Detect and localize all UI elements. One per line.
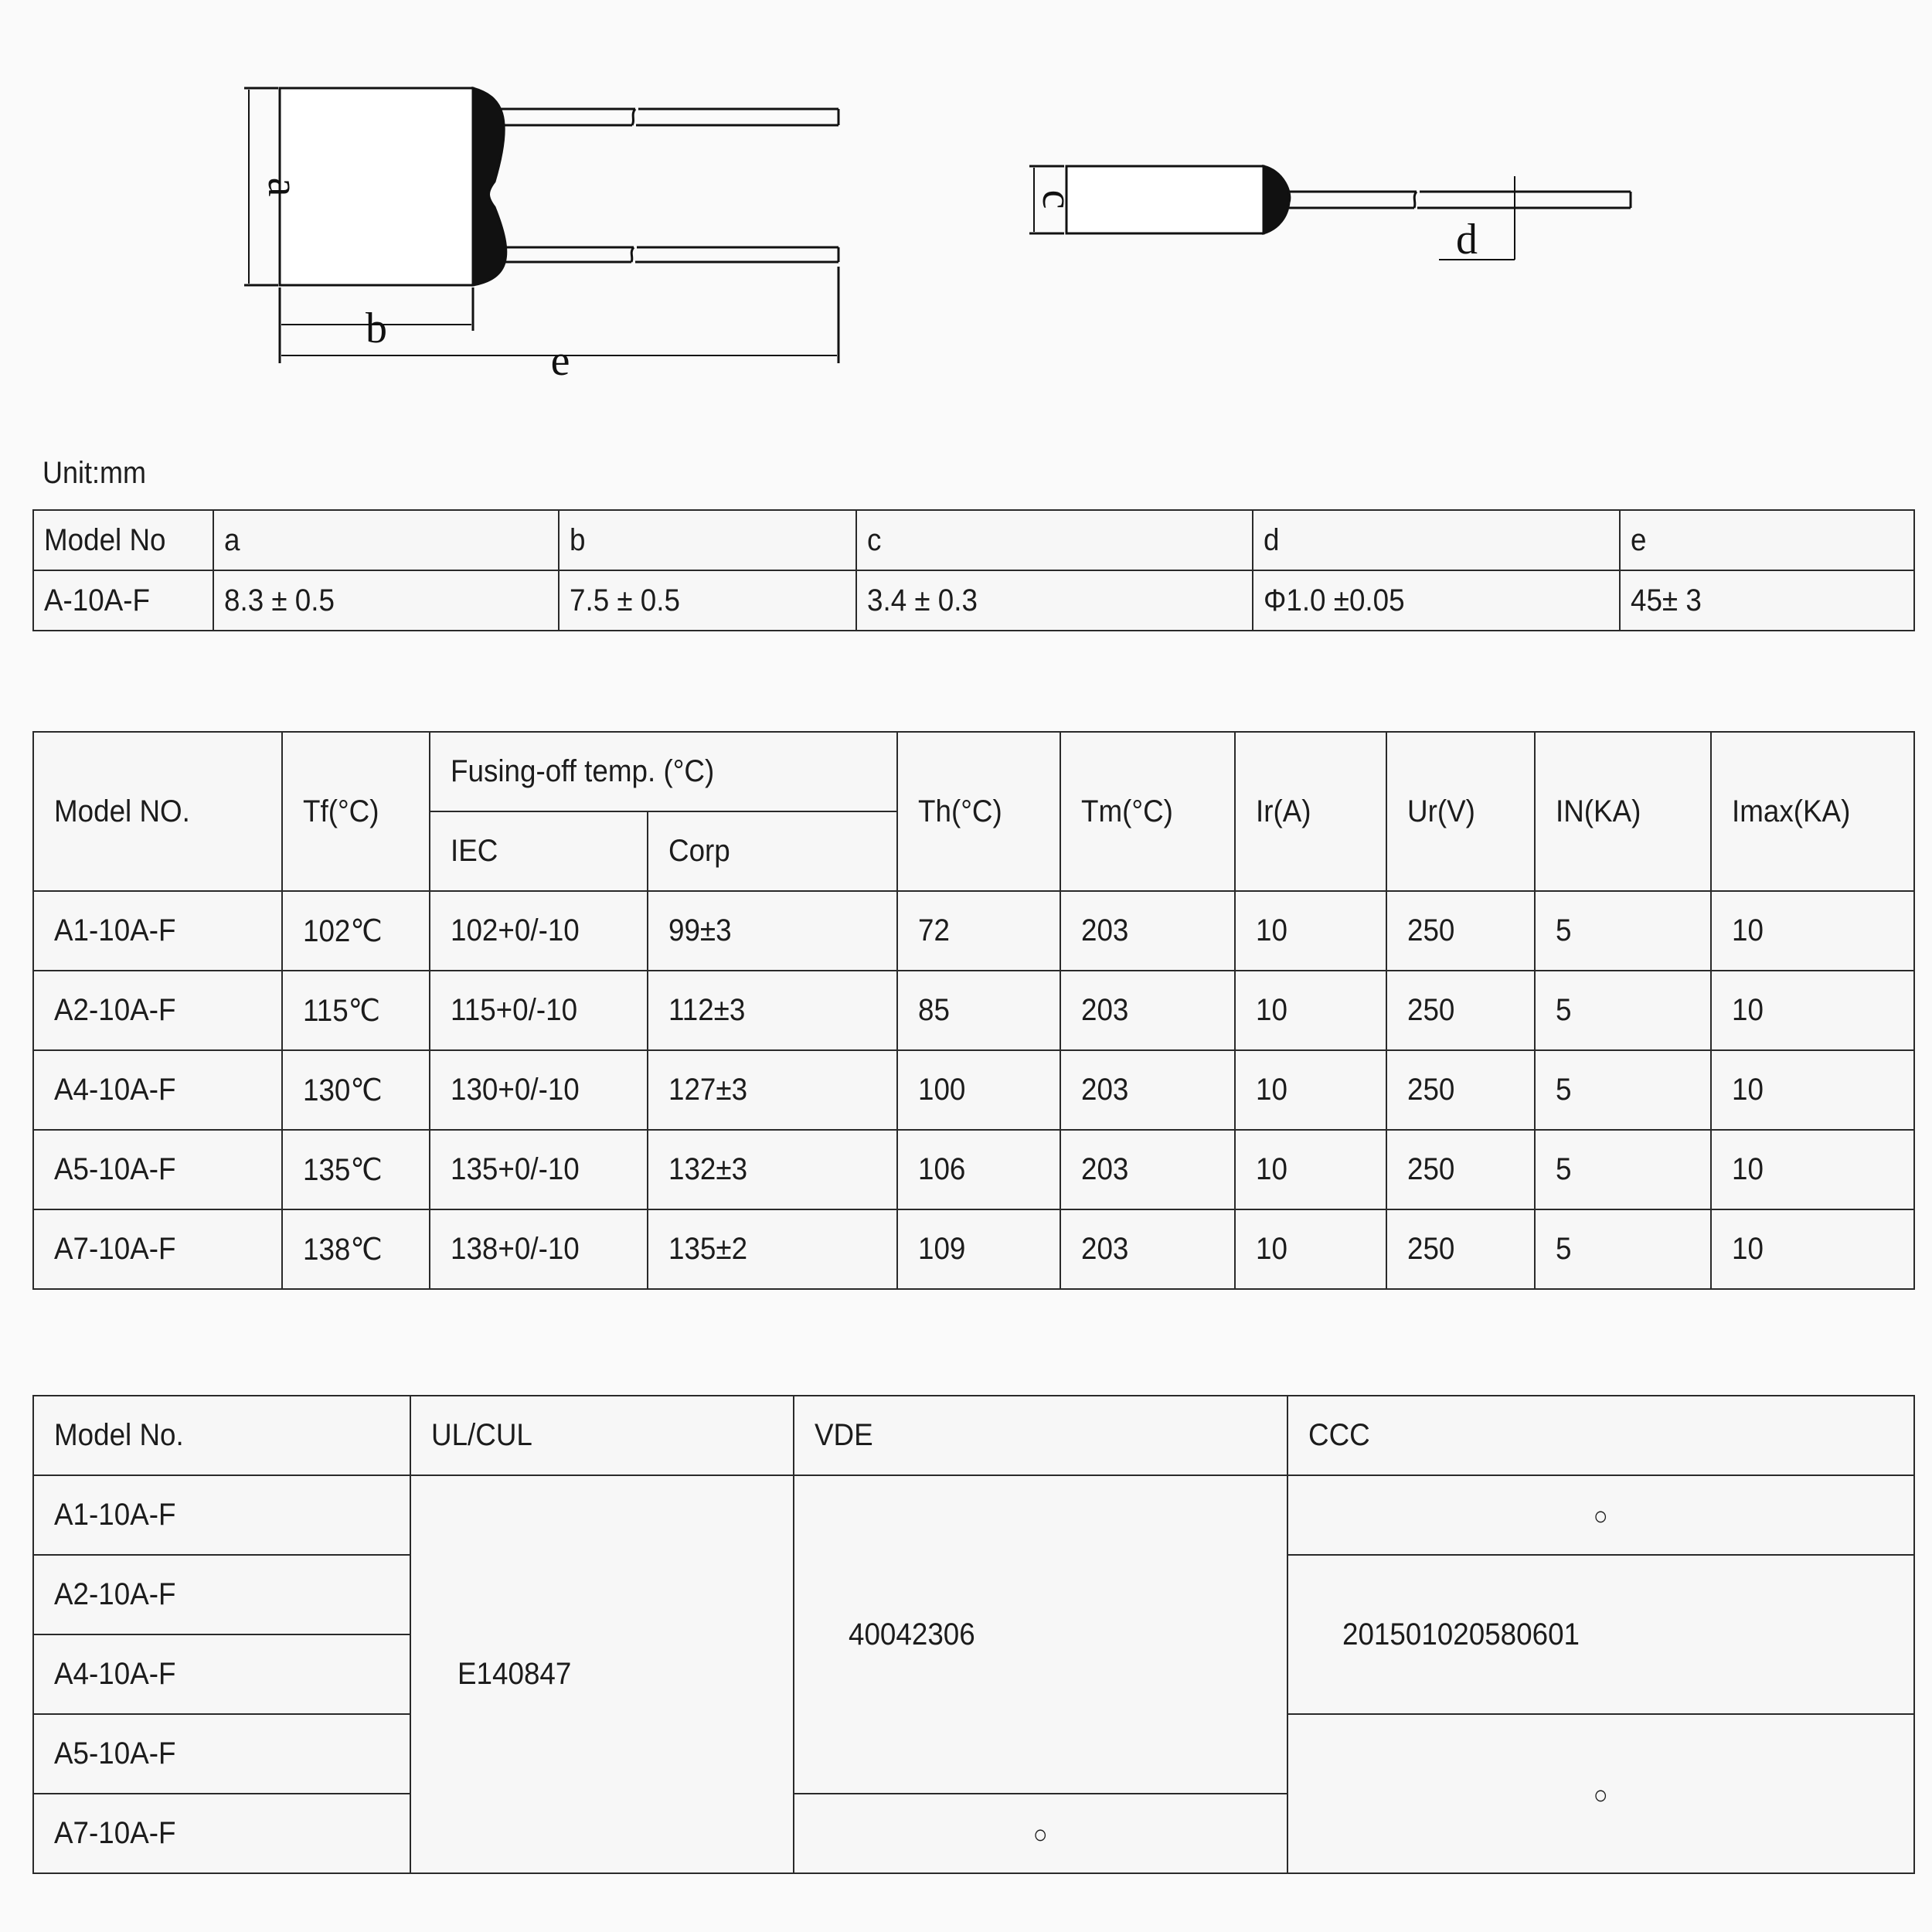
cell: 250 — [1386, 891, 1535, 971]
table-header-row — [33, 1396, 1914, 1475]
header-cell: Tf(°C) — [282, 732, 430, 891]
cell: 45± 3 — [1620, 570, 1914, 631]
cell: A4-10A-F — [33, 1050, 282, 1130]
table-row — [33, 1209, 1914, 1289]
cell: 250 — [1386, 971, 1535, 1050]
dim-label-a: a — [259, 177, 307, 197]
table-row — [33, 971, 1914, 1050]
table-row — [33, 1130, 1914, 1209]
cell: 5 — [1535, 971, 1711, 1050]
specs-table — [32, 731, 1915, 1290]
cell: 72 — [897, 891, 1060, 971]
cell: 85 — [897, 971, 1060, 1050]
header-cell: c — [856, 510, 1253, 570]
dimensions-table — [32, 509, 1915, 631]
cell: 10 — [1711, 1209, 1914, 1289]
cell: 138+0/-10 — [430, 1209, 648, 1289]
header-cell: Model NO. — [33, 732, 282, 891]
cell: 135±2 — [648, 1209, 897, 1289]
not-applicable-circle-icon: ○ — [1594, 1780, 1608, 1810]
side-view — [1029, 166, 1631, 260]
cell: 115℃ — [282, 971, 430, 1050]
header-cell: Corp — [648, 811, 897, 891]
cell: 10 — [1235, 891, 1386, 971]
table-header-row — [33, 510, 1914, 570]
cell: 5 — [1535, 891, 1711, 971]
cell: 250 — [1386, 1209, 1535, 1289]
header-cell: b — [559, 510, 856, 570]
cell: 3.4 ± 0.3 — [856, 570, 1253, 631]
header-cell: Model No. — [33, 1396, 410, 1475]
cell: 135+0/-10 — [430, 1130, 648, 1209]
header-cell: d — [1253, 510, 1620, 570]
header-cell: IN(KA) — [1535, 732, 1711, 891]
header-cell: IEC — [430, 811, 648, 891]
dim-label-e: e — [550, 337, 570, 385]
cell: 10 — [1235, 1050, 1386, 1130]
cell: 10 — [1711, 1050, 1914, 1130]
cell: 203 — [1060, 891, 1235, 971]
cell: 8.3 ± 0.5 — [213, 570, 559, 631]
certification-table — [32, 1395, 1915, 1874]
table-row — [33, 1050, 1914, 1130]
cell: 99±3 — [648, 891, 897, 971]
cell: 135℃ — [282, 1130, 430, 1209]
header-cell: Th(°C) — [897, 732, 1060, 891]
table-row — [33, 570, 1914, 631]
cell: 102+0/-10 — [430, 891, 648, 971]
ccc-cell: 201501020580601 — [1287, 1555, 1914, 1714]
cell: 115+0/-10 — [430, 971, 648, 1050]
header-cell: UL/CUL — [410, 1396, 794, 1475]
ccc-cell — [1287, 1475, 1914, 1555]
cell: 102℃ — [282, 891, 430, 971]
cell: A2-10A-F — [33, 971, 282, 1050]
cell: 10 — [1711, 971, 1914, 1050]
model-cell: A4-10A-F — [33, 1634, 410, 1714]
cell: 10 — [1711, 891, 1914, 971]
model-cell: A5-10A-F — [33, 1714, 410, 1794]
dim-label-b: b — [366, 304, 387, 352]
header-cell: e — [1620, 510, 1914, 570]
cell: 109 — [897, 1209, 1060, 1289]
cell: 5 — [1535, 1050, 1711, 1130]
header-cell: Tm(°C) — [1060, 732, 1235, 891]
front-view — [244, 0, 838, 363]
cell: Φ1.0 ±0.05 — [1253, 570, 1620, 631]
cell: 203 — [1060, 1209, 1235, 1289]
dim-label-c: c — [1033, 189, 1081, 209]
cell: 250 — [1386, 1130, 1535, 1209]
header-cell-group: Fusing-off temp. (°C) — [430, 732, 897, 811]
not-applicable-circle-icon: ○ — [1033, 1820, 1048, 1849]
table-row — [33, 891, 1914, 971]
cell: 10 — [1235, 1130, 1386, 1209]
not-applicable-circle-icon: ○ — [1594, 1502, 1608, 1531]
cell: 106 — [897, 1130, 1060, 1209]
cell: 130+0/-10 — [430, 1050, 648, 1130]
cell: A-10A-F — [33, 570, 213, 631]
cell: A5-10A-F — [33, 1130, 282, 1209]
cell: A7-10A-F — [33, 1209, 282, 1289]
header-cell: Ir(A) — [1235, 732, 1386, 891]
vde-cell — [794, 1794, 1287, 1873]
cell: 203 — [1060, 1130, 1235, 1209]
ul-cul-cell: E140847 — [410, 1475, 794, 1873]
cell: 132±3 — [648, 1130, 897, 1209]
model-cell: A2-10A-F — [33, 1555, 410, 1634]
cell: 7.5 ± 0.5 — [559, 570, 856, 631]
cell: 5 — [1535, 1209, 1711, 1289]
cell: A1-10A-F — [33, 891, 282, 971]
cell: 127±3 — [648, 1050, 897, 1130]
table-row — [33, 1475, 1914, 1555]
dim-label-d: d — [1456, 216, 1478, 264]
model-cell: A1-10A-F — [33, 1475, 410, 1555]
cell: 10 — [1235, 1209, 1386, 1289]
cell: 250 — [1386, 1050, 1535, 1130]
header-cell: Model No — [33, 510, 213, 570]
unit-label: Unit:mm — [43, 456, 147, 490]
cell: 203 — [1060, 1050, 1235, 1130]
cell: 138℃ — [282, 1209, 430, 1289]
cell: 10 — [1235, 971, 1386, 1050]
header-cell: a — [213, 510, 559, 570]
cell: 203 — [1060, 971, 1235, 1050]
cell: 112±3 — [648, 971, 897, 1050]
component-drawing — [0, 0, 1932, 402]
header-cell: Ur(V) — [1386, 732, 1535, 891]
cell: 5 — [1535, 1130, 1711, 1209]
cell: 10 — [1711, 1130, 1914, 1209]
header-cell: VDE — [794, 1396, 1287, 1475]
cell: 100 — [897, 1050, 1060, 1130]
header-cell: Imax(KA) — [1711, 732, 1914, 891]
header-cell: CCC — [1287, 1396, 1914, 1475]
ccc-cell — [1287, 1714, 1914, 1873]
model-cell: A7-10A-F — [33, 1794, 410, 1873]
vde-cell: 40042306 — [794, 1475, 1287, 1794]
cell: 130℃ — [282, 1050, 430, 1130]
table-header-row — [33, 732, 1914, 811]
